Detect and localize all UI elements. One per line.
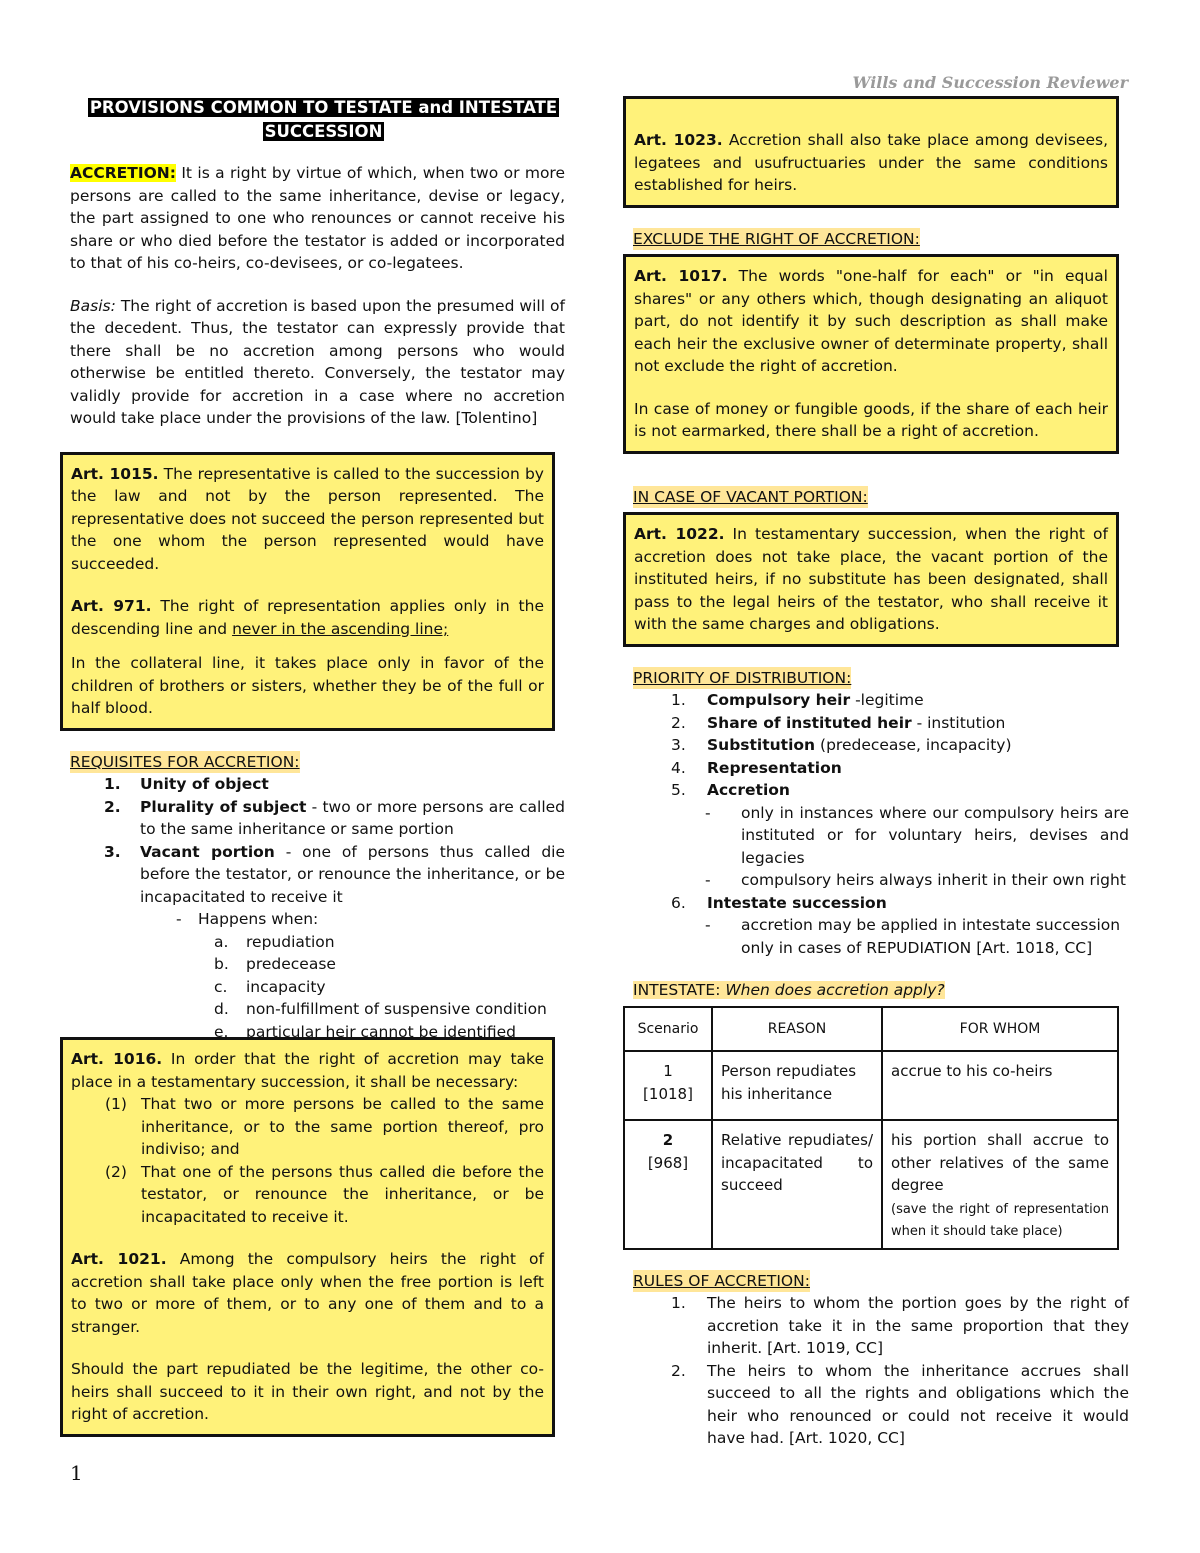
art-1021-text: Among the compulsory heirs the right of accretion shall take place only when the free portion is left to two or more of them, or to any one of them and to a stranger. [71, 1250, 544, 1336]
left-column [70, 96, 565, 1437]
list-item: (2) That one of the persons thus called die before the testator, or renounce the inheritance, or be incapacitated to receive it. [105, 1162, 544, 1226]
list-item: e. particular heir cannot be identified [214, 1022, 516, 1041]
column-header: REASON [712, 1007, 882, 1052]
art-1016-label: Art. 1016. [71, 1050, 163, 1068]
accretion-label: ACCRETION: [70, 164, 176, 182]
collateral-line-text: In the collateral line, it takes place only in favor of the children of brothers or sisters, whether they be of the full or half blood. [71, 654, 544, 717]
list-item: 5. Accretion [671, 781, 790, 799]
art-971-underline: never in the ascending line; [232, 619, 449, 638]
right-column [623, 96, 1129, 1450]
intestate-note: - accretion may be applied in intestate succession only in cases of REPUDIATION [Art. 1018, CC] [705, 916, 1121, 957]
art-971-text: The right of representation applies only in the descending line and [71, 597, 544, 638]
art-1016-text: In order that the right of accretion may take place in a testamentary succession, it shall be necessary: [71, 1050, 544, 1091]
accretion-text: It is a right by virtue of which, when two or more persons are called to the same inheritance, devise or legacy, the part assigned to one who renounces or cannot receive his share or who died before the testator is added or incorporated to that of his co-heirs, co-devisees, or co-legatees. [70, 164, 565, 272]
requisites-list [104, 773, 565, 908]
vacant-portion-heading: IN CASE OF VACANT PORTION: [633, 486, 868, 509]
art-971-label: Art. 971. [71, 597, 152, 615]
list-item: 1. The heirs to whom the portion goes by the right of accretion take it in the same proportion that they inherit. [Art. 1019, CC] [671, 1294, 1129, 1357]
page-header-title: Wills and Succession Reviewer [852, 73, 1128, 92]
art-1021-label: Art. 1021. [71, 1250, 167, 1268]
list-item: 4. Representation [671, 758, 842, 777]
basis-text: The right of accretion is based upon the presumed will of the decedent. Thus, the testator can expressly provide that there shall be no accretion among persons who would otherwise be entitled thereto. Conversely, the testator may validly provide for accretion in a case where no accretion would take place under the provisions of the law. [Tolentino] [70, 296, 565, 427]
basis-paragraph [70, 295, 565, 430]
list-item: d. non-fulfillment of suspensive condition [214, 1000, 547, 1018]
accretion-definition [70, 162, 565, 275]
accretion-note: - only in instances where our compulsory heirs are instituted or for voluntary heirs, devises and legacies [705, 803, 1129, 867]
list-item: 2. Share of instituted heir - institution [671, 713, 1006, 732]
priority-heading: PRIORITY OF DISTRIBUTION: [633, 667, 851, 690]
happens-when: - Happens when: [176, 910, 319, 928]
happens-when-list [214, 931, 565, 1044]
art-1015-label: Art. 1015. [71, 464, 159, 483]
section-title-line2: SUCCESSION [264, 122, 383, 141]
art-1015-text: The representative is called to the succession by the law and not by the person represented. The representative does not succeed the person represented but the one whom the person represented would have succeeded. [71, 464, 544, 573]
section-title-line1: PROVISIONS COMMON TO TESTATE and INTESTATE [89, 98, 558, 117]
exclude-heading: EXCLUDE THE RIGHT OF ACCRETION: [633, 228, 920, 251]
table-header-row [624, 1007, 1118, 1052]
basis-label: Basis: [70, 296, 116, 315]
list-item: 3. Substitution (predecease, incapacity) [671, 736, 1012, 754]
art-1017-box: Art. 1017. The words "one-half for each" or "in equal shares" or any others which, though designating an aliquot part, do not identify it by such description as shall make each heir the exclusive owner of determinate property, shall not exclude the right of accretion. In case of money or fungible goods, if the share of each heir is not earmarked, there shall be a right of accretion. [623, 254, 1119, 454]
list-item: 2. Plurality of subject - two or more persons are called to the same inheritance or same portion [104, 797, 565, 838]
intestate-heading: INTESTATE: When does accretion apply? [633, 981, 945, 999]
art-1023-box: Art. 1023. Accretion shall also take place among devisees, legatees and usufructuaries under the same conditions established for heirs. [623, 96, 1119, 208]
list-item: 6. Intestate succession [671, 893, 887, 912]
column-header: Scenario [624, 1007, 712, 1052]
priority-list [671, 689, 1129, 802]
list-item: (1) That two or more persons be called to the same inheritance, or to the same portion thereof, pro indiviso; and [105, 1095, 544, 1158]
list-item: c. incapacity [214, 977, 326, 996]
table-row: 2 [968] Relative repudiates/ incapacitated to succeed his portion shall accrue to other relatives of the same degree (save the right of representation when it should take place) [624, 1120, 1118, 1249]
page-number: 1 [70, 1461, 83, 1485]
art-1015-box [60, 452, 555, 731]
art-1022-box: Art. 1022. In testamentary succession, when the right of accretion does not take place, the vacant portion of the instituted heirs, if no substitute has been designated, shall pass to the legal heirs of the testator, who shall receive it with the same charges and obligations. [623, 512, 1119, 647]
list-item: 1. Compulsory heir -legitime [671, 691, 924, 709]
list-item: a. repudiation [214, 932, 335, 951]
table-row: 1 [1018] Person repudiates his inheritance accrue to his co-heirs [624, 1051, 1118, 1120]
list-item: b. predecease [214, 955, 336, 973]
list-item: 3. Vacant portion - one of persons thus called die before the testator, or renounce the inheritance, or be incapacitated to receive it [104, 842, 566, 906]
rules-heading: RULES OF ACCRETION: [633, 1270, 810, 1293]
section-title [82, 96, 565, 144]
art-1016-box [60, 1037, 555, 1437]
intestate-table [623, 1006, 1119, 1250]
list-item: 1. Unity of object [104, 775, 269, 793]
legitime-text: Should the part repudiated be the legitime, the other co-heirs shall succeed to it in their own right, and not by the right of accretion. [71, 1360, 544, 1423]
requisites-heading: REQUISITES FOR ACCRETION: [70, 751, 300, 774]
rules-list [671, 1292, 1129, 1450]
column-header: FOR WHOM [882, 1007, 1118, 1052]
accretion-note: - compulsory heirs always inherit in their own right [705, 871, 1126, 889]
list-item: 2. The heirs to whom the inheritance accrues shall succeed to all the rights and obligations which the heir who renounced or could not receive it would have had. [Art. 1020, CC] [671, 1361, 1129, 1447]
